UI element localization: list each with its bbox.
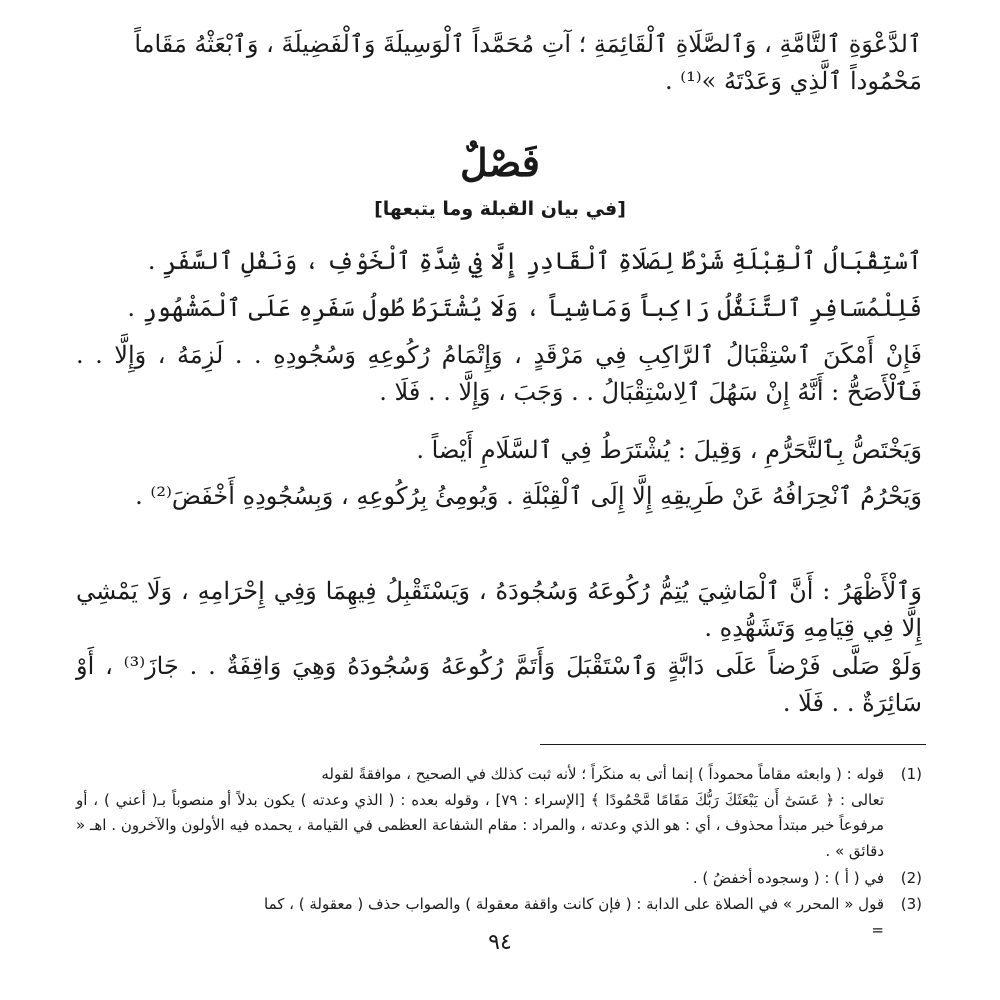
footnote-1-first-line: قوله : ( وابعثه مقاماً محموداً ) إنما أتى به منكَراً ؛ لأنه ثبت كذلك في الصحيح ، موافقةً لقوله [321, 765, 884, 783]
intro-line-2: مَحْمُوداً ٱلَّذِي وَعَدْتَهُ »⁽¹⁾ . [664, 67, 922, 96]
section-heading: فَصْلٌ [460, 140, 540, 185]
footnote-2-text: في ( أ ) : ( وسجوده أخفضُ ) . [692, 869, 884, 887]
section-subheading: [في بيان القبلة وما يتبعها] [374, 198, 626, 220]
footnote-2 [76, 866, 922, 892]
paragraph-4: وَيَخْتَصُّ بِٱلتَّحَرُّمِ ، وَقِيلَ : يُشْتَرَطُ فِي ٱلسَّلَامِ أَيْضاً . [416, 436, 922, 464]
footnote-1-number: (1) [900, 765, 922, 783]
footnote-1 [76, 762, 922, 864]
footnote-3-number: (3) [900, 895, 922, 913]
paragraph-1: ٱسْتِقْبَالُ ٱلْقِبْلَةِ شَرْطٌ لِصَلَاةِ ٱلْقَادِرِ إِلَّا فِي شِدَّةِ ٱلْخَوْفِ ، وَنَفْلِ ٱلسَّفَرِ . [147, 247, 922, 275]
paragraph-5: وَيَحْرُمُ ٱنْحِرَافُهُ عَنْ طَرِيقِهِ إِلَّا إِلَى ٱلْقِبْلَةِ . وَيُومِئُ بِرُكُوعِهِ ، وَبِسُجُودِهِ أَخْفَضَ⁽²⁾ . [135, 482, 922, 510]
footnote-1-continuation: تعالى : ﴿ عَسَىٰٓ أَن يَبْعَثَكَ رَبُّكَ مَقَامًا مَّحْمُودًا ﴾ [الإسراء : ٧٩] ، وقوله بعده : ( الذي وعدته ) يكون بدلاً أو منصوباً بـ( أعني ) ، أو مرفوعاً خبر مبتدأ محذوف ، أي : هو الذي وعدته ، والمراد : مقام الشفاعة العظمى في القيامة ، يحمده فيه الأولون والآخرون . اهـ « دقائق » . [76, 790, 884, 860]
footnote-3-first-line: قول « المحرر » في الصلاة على الدابة : ( فإن كانت واقفة معقولة ) والصواب حذف ( معقولة ) ، كما [264, 895, 884, 913]
paragraph-7: وَلَوْ صَلَّى فَرْضاً عَلَى دَابَّةٍ وَٱسْتَقْبَلَ وَأَتَمَّ رُكُوعَهُ وَسُجُودَهُ وَهِيَ وَاقِفَةٌ . . جَازَ⁽³⁾ ، أَوْ سَائِرَةٌ . . فَلَا . [76, 652, 923, 718]
paragraph-6: وَٱلْأَظْهَرُ : أَنَّ ٱلْمَاشِيَ يُتِمُّ رُكُوعَهُ وَسُجُودَهُ ، وَيَسْتَقْبِلُ فِيهِمَا وَفِي إِحْرَامِهِ ، وَلَا يَمْشِي إِلَّا فِي قِيَامِهِ وَتَشَهُّدِهِ . [76, 577, 922, 643]
page-number: ٩٤ [488, 930, 512, 955]
footnote-2-number: (2) [900, 869, 922, 887]
footnote-divider [540, 744, 926, 745]
intro-paragraph [76, 26, 922, 100]
paragraph-3: فَإِنْ أَمْكَنَ ٱسْتِقْبَالُ ٱلرَّاكِبِ فِي مَرْقَدٍ ، وَإِتْمَامُ رُكُوعِهِ وَسُجُودِهِ . . لَزِمَهُ ، وَإِلَّا . . فَٱلْأَصَحُّ : أَنَّهُ إِنْ سَهُلَ ٱلِاسْتِقْبَالُ . . وَجَبَ ، وَإِلَّا . . فَلَا . [76, 341, 922, 407]
intro-line-1: ٱلدَّعْوَةِ ٱلتَّامَّةِ ، وَٱلصَّلَاةِ ٱلْقَائِمَةِ ؛ آتِ مُحَمَّداً ٱلْوَسِيلَةَ وَٱلْفَضِيلَةَ ، وَٱبْعَثْهُ مَقَاماً [134, 30, 922, 58]
paragraph-2: فَلِلْمُسَافِرِ ٱلتَّنَفُّلُ رَاكِباً وَمَاشِياً ، وَلَا يُشْتَرَطُ طُولُ سَفَرِهِ عَلَى ٱلْمَشْهُورِ . [127, 294, 922, 322]
footnote-3-continuation-mark: = [871, 920, 884, 939]
